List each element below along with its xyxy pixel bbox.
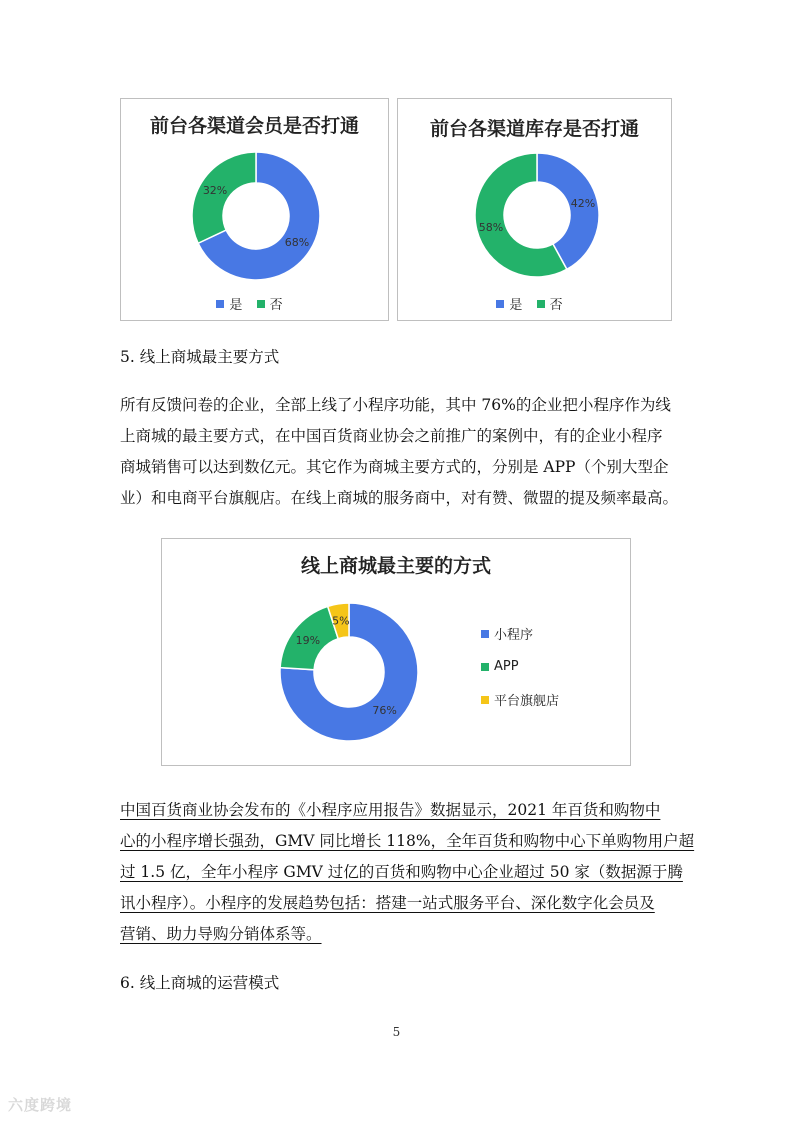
section-heading: 6. 线上商城的运营模式 (120, 974, 280, 992)
text-line: 上商城的最主要方式，在中国百货商业协会之前推广的案例中，有的企业小程序 (120, 427, 663, 445)
chart-main-channel (161, 538, 631, 766)
text-line: 商城销售可以达到数亿元。其它作为商城主要方式的，分别是 APP（个别大型企 (120, 458, 669, 476)
text-line: 过 1.5 亿，全年小程序 GMV 过亿的百货和购物中心企业超过 50 家（数据源于腾 (120, 863, 683, 881)
legend-swatch (537, 300, 545, 308)
body-paragraph (120, 390, 679, 514)
section-heading: 5. 线上商城最主要方式 (120, 348, 280, 366)
text-line: 心的小程序增长强劲，GMV 同比增长 118%，全年百货和购物中心下单购物用户超 (120, 832, 695, 850)
text-line: 讯小程序）。小程序的发展趋势包括：搭建一站式服务平台、深化数字化会员及 (120, 894, 655, 912)
legend-label: 是 (509, 298, 523, 313)
legend-swatch (481, 663, 489, 671)
data-label: 32% (202, 184, 228, 198)
legend-swatch (481, 630, 489, 638)
legend-label: 平台旗舰店 (494, 694, 560, 709)
legend-swatch (496, 300, 504, 308)
text-line: 业）和电商平台旗舰店。在线上商城的服务商中，对有赞、微盟的提及频率最高。 (120, 489, 679, 507)
data-label: 42% (570, 197, 596, 211)
text-line: 营销、助力导购分销体系等。 (120, 925, 322, 943)
chart-inventory-sync (397, 98, 672, 321)
legend-label: APP (494, 659, 519, 674)
legend-item (496, 294, 522, 313)
chart-title: 线上商城最主要的方式 (300, 555, 491, 577)
chart-title: 前台各渠道会员是否打通 (149, 115, 359, 137)
legend-item (216, 294, 242, 313)
legend-swatch (216, 300, 224, 308)
pie-slice (192, 152, 256, 243)
report-paragraph (120, 795, 695, 950)
chart-title: 前台各渠道库存是否打通 (429, 118, 639, 140)
legend-label: 小程序 (494, 628, 534, 643)
legend-item (481, 659, 559, 674)
chart-legend (398, 294, 671, 313)
legend-label: 否 (269, 298, 283, 313)
data-label: 68% (284, 235, 310, 249)
legend-label: 是 (229, 298, 243, 313)
data-label: 58% (478, 220, 504, 234)
legend-item (481, 690, 559, 709)
data-label: 5% (332, 614, 350, 628)
watermark-logo: 六度跨境 (8, 1096, 73, 1114)
chart-legend (121, 294, 388, 313)
legend-swatch (257, 300, 265, 308)
legend-label: 否 (549, 298, 563, 313)
chart-member-sync (120, 98, 389, 321)
text-line: 中国百货商业协会发布的《小程序应用报告》数据显示，2021 年百货和购物中 (120, 801, 661, 819)
donut-chart (162, 539, 632, 767)
chart-legend (481, 624, 559, 725)
text-line: 所有反馈问卷的企业，全部上线了小程序功能，其中 76%的企业把小程序作为线 (120, 396, 671, 414)
legend-item (257, 294, 283, 313)
page-number: 5 (392, 1025, 401, 1039)
legend-swatch (481, 696, 489, 704)
legend-item (481, 624, 559, 643)
legend-item (537, 294, 563, 313)
data-label: 19% (295, 634, 321, 648)
donut-chart (398, 99, 673, 322)
donut-chart (121, 99, 390, 322)
data-label: 76% (372, 703, 397, 717)
